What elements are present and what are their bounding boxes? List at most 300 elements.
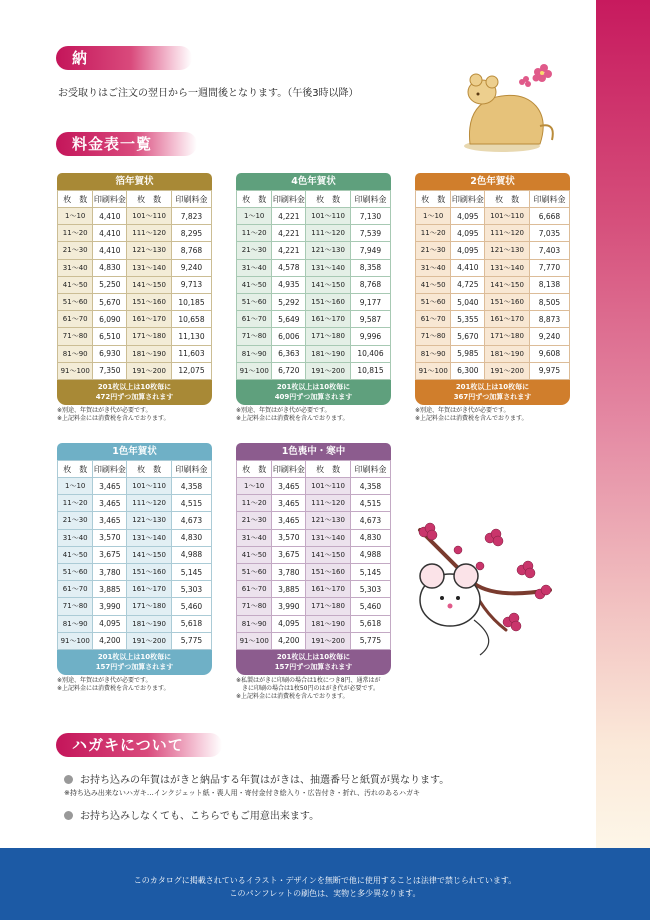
price-cell: 3,465 xyxy=(93,478,127,495)
price-cell: 7,403 xyxy=(529,242,569,259)
quantity-range-cell: 131〜140 xyxy=(485,259,530,276)
price-cell: 6,363 xyxy=(272,345,306,362)
surcharge-line1: 201枚以上は10枚毎に xyxy=(276,382,351,391)
price-cell: 9,996 xyxy=(350,328,390,345)
quantity-range-cell: 81〜90 xyxy=(58,615,93,632)
footnote-line: ※別途、年賀はがき代が必要です。 xyxy=(57,676,152,684)
mouse-figurine-illustration xyxy=(452,56,572,156)
quantity-range-cell: 111〜120 xyxy=(485,225,530,242)
col-header-price: 印刷料金 xyxy=(350,461,390,478)
price-cell: 4,358 xyxy=(171,478,211,495)
quantity-range-cell: 181〜190 xyxy=(485,345,530,362)
quantity-range-cell: 81〜90 xyxy=(237,345,272,362)
price-grid xyxy=(415,190,570,380)
price-cell: 5,775 xyxy=(171,632,211,649)
table-row xyxy=(58,362,212,379)
table-row xyxy=(416,362,570,379)
price-cell: 3,675 xyxy=(93,546,127,563)
quantity-range-cell: 181〜190 xyxy=(127,615,172,632)
price-cell: 10,815 xyxy=(350,362,390,379)
quantity-range-cell: 31〜40 xyxy=(237,529,272,546)
table-row xyxy=(237,615,391,632)
postcard-note-line2 xyxy=(64,807,319,822)
table-row xyxy=(237,328,391,345)
footnote-line: ※別途、年賀はがき代が必要です。 xyxy=(236,406,331,414)
col-header-quantity: 枚 数 xyxy=(306,461,351,478)
quantity-range-cell: 21〜30 xyxy=(237,242,272,259)
quantity-range-cell: 81〜90 xyxy=(237,615,272,632)
delivery-text: お受取りはご注文の翌日から一週間後となります。（午後3時以降） xyxy=(58,88,359,99)
col-header-price: 印刷料金 xyxy=(272,461,306,478)
price-cell: 5,985 xyxy=(451,345,485,362)
quantity-range-cell: 111〜120 xyxy=(306,495,351,512)
price-cell: 3,885 xyxy=(93,581,127,598)
table-row xyxy=(58,598,212,615)
quantity-range-cell: 171〜180 xyxy=(306,328,351,345)
decorative-gradient-band xyxy=(596,0,650,848)
price-cell: 3,990 xyxy=(93,598,127,615)
price-table-mourning xyxy=(236,443,391,701)
quantity-range-cell: 181〜190 xyxy=(306,345,351,362)
table-row xyxy=(416,311,570,328)
price-cell: 5,145 xyxy=(171,563,211,580)
quantity-range-cell: 151〜160 xyxy=(127,563,172,580)
price-cell: 4,673 xyxy=(350,512,390,529)
postcard-excluded-note: ※持ち込み出来ないハガキ…インクジェット紙・喪人用・寄付金付き絵入り・広告付き・折れ、汚れのあるハガキ xyxy=(64,789,421,797)
price-cell: 5,670 xyxy=(451,328,485,345)
price-cell: 6,510 xyxy=(93,328,127,345)
table-surcharge-note xyxy=(236,380,391,405)
price-cell: 5,460 xyxy=(350,598,390,615)
table-title: 4色年賀状 xyxy=(236,173,391,190)
price-cell: 4,095 xyxy=(451,208,485,225)
col-header-price: 印刷料金 xyxy=(350,191,390,208)
price-cell: 5,618 xyxy=(171,615,211,632)
quantity-range-cell: 191〜200 xyxy=(127,632,172,649)
quantity-range-cell: 1〜10 xyxy=(58,208,93,225)
quantity-range-cell: 151〜160 xyxy=(485,293,530,310)
surcharge-line2: 157円ずつ加算されます xyxy=(274,662,353,671)
table-row xyxy=(416,225,570,242)
quantity-range-cell: 101〜110 xyxy=(306,208,351,225)
price-cell: 8,505 xyxy=(529,293,569,310)
surcharge-line2: 409円ずつ加算されます xyxy=(274,392,353,401)
price-cell: 5,649 xyxy=(272,311,306,328)
col-header-price: 印刷料金 xyxy=(529,191,569,208)
footnote-line: ※別途、年賀はがき代が必要です。 xyxy=(415,406,510,414)
price-cell: 3,465 xyxy=(93,512,127,529)
price-cell: 4,988 xyxy=(171,546,211,563)
table-footnotes xyxy=(236,677,391,701)
table-row xyxy=(58,345,212,362)
table-title: 1色年賀状 xyxy=(57,443,212,460)
col-header-price: 印刷料金 xyxy=(171,461,211,478)
price-cell: 8,295 xyxy=(171,225,211,242)
quantity-range-cell: 41〜50 xyxy=(237,546,272,563)
footnote-line: きに印刷の場合は1枚50円のはがき代が必要です。 xyxy=(236,684,379,692)
footer-copyright-notice: このカタログに掲載されているイラスト・デザインを無断で他に使用することは法律で禁じられています。 xyxy=(133,876,517,885)
quantity-range-cell: 31〜40 xyxy=(58,529,93,546)
table-row xyxy=(237,598,391,615)
table-row xyxy=(237,345,391,362)
quantity-range-cell: 101〜110 xyxy=(485,208,530,225)
table-row xyxy=(416,276,570,293)
price-cell: 12,075 xyxy=(171,362,211,379)
heading-price-list: 料金表一覧 xyxy=(56,132,197,156)
quantity-range-cell: 131〜140 xyxy=(306,529,351,546)
price-cell: 7,035 xyxy=(529,225,569,242)
table-row xyxy=(58,208,212,225)
price-cell: 8,768 xyxy=(350,276,390,293)
price-grid xyxy=(57,190,212,380)
quantity-range-cell: 31〜40 xyxy=(416,259,451,276)
col-header-quantity: 枚 数 xyxy=(127,461,172,478)
table-row xyxy=(416,259,570,276)
quantity-range-cell: 21〜30 xyxy=(58,242,93,259)
footer-band xyxy=(0,848,650,920)
quantity-range-cell: 61〜70 xyxy=(416,311,451,328)
table-row xyxy=(237,242,391,259)
quantity-range-cell: 21〜30 xyxy=(237,512,272,529)
price-cell: 4,935 xyxy=(272,276,306,293)
footnote-line: ※別途、年賀はがき代が必要です。 xyxy=(57,406,152,414)
price-cell: 4,830 xyxy=(171,529,211,546)
price-cell: 3,465 xyxy=(272,512,306,529)
column-header-row xyxy=(237,191,391,208)
table-row xyxy=(237,311,391,328)
footnote-line: ※上記料金には消費税を含んでおります。 xyxy=(236,414,349,422)
table-row xyxy=(237,259,391,276)
surcharge-line1: 201枚以上は10枚毎に xyxy=(97,382,172,391)
price-cell: 4,200 xyxy=(272,632,306,649)
quantity-range-cell: 141〜150 xyxy=(306,546,351,563)
price-table-1color xyxy=(57,443,212,693)
quantity-range-cell: 171〜180 xyxy=(485,328,530,345)
table-row xyxy=(58,311,212,328)
table-row xyxy=(58,615,212,632)
quantity-range-cell: 131〜140 xyxy=(127,529,172,546)
price-cell: 7,130 xyxy=(350,208,390,225)
postcard-note-text2: お持ち込みしなくても、こちらでもご用意出来ます。 xyxy=(80,811,320,822)
quantity-range-cell: 21〜30 xyxy=(416,242,451,259)
bullet-dot-icon xyxy=(64,811,73,820)
price-cell: 3,570 xyxy=(93,529,127,546)
table-row xyxy=(237,276,391,293)
price-cell: 8,873 xyxy=(529,311,569,328)
table-row xyxy=(58,293,212,310)
quantity-range-cell: 151〜160 xyxy=(306,293,351,310)
quantity-range-cell: 161〜170 xyxy=(127,311,172,328)
quantity-range-cell: 131〜140 xyxy=(127,259,172,276)
quantity-range-cell: 61〜70 xyxy=(237,581,272,598)
table-row xyxy=(58,225,212,242)
col-header-price: 印刷料金 xyxy=(451,191,485,208)
quantity-range-cell: 131〜140 xyxy=(306,259,351,276)
quantity-range-cell: 141〜150 xyxy=(127,546,172,563)
col-header-quantity: 枚 数 xyxy=(58,461,93,478)
price-cell: 4,515 xyxy=(171,495,211,512)
price-cell: 6,006 xyxy=(272,328,306,345)
quantity-range-cell: 151〜160 xyxy=(127,293,172,310)
table-title: 箔年賀状 xyxy=(57,173,212,190)
quantity-range-cell: 41〜50 xyxy=(58,546,93,563)
table-row xyxy=(237,208,391,225)
quantity-range-cell: 121〜130 xyxy=(127,512,172,529)
price-table-4color xyxy=(236,173,391,423)
quantity-range-cell: 121〜130 xyxy=(306,512,351,529)
price-table-foil xyxy=(57,173,212,423)
table-row xyxy=(58,632,212,649)
table-footnotes xyxy=(415,407,570,423)
mouse-plum-blossom-illustration xyxy=(410,510,558,660)
table-title: 1色喪中・寒中 xyxy=(236,443,391,460)
price-cell: 9,713 xyxy=(171,276,211,293)
quantity-range-cell: 181〜190 xyxy=(306,615,351,632)
price-cell: 4,221 xyxy=(272,242,306,259)
col-header-quantity: 枚 数 xyxy=(237,191,272,208)
footnote-line: ※上記料金には消費税を含んでおります。 xyxy=(57,414,170,422)
surcharge-line2: 157円ずつ加算されます xyxy=(95,662,174,671)
table-surcharge-note xyxy=(415,380,570,405)
price-cell: 3,465 xyxy=(272,478,306,495)
quantity-range-cell: 111〜120 xyxy=(306,225,351,242)
table-row xyxy=(58,529,212,546)
price-cell: 4,358 xyxy=(350,478,390,495)
quantity-range-cell: 91〜100 xyxy=(237,362,272,379)
heading-delivery: 納期 xyxy=(56,46,192,70)
price-cell: 5,292 xyxy=(272,293,306,310)
quantity-range-cell: 51〜60 xyxy=(237,293,272,310)
price-cell: 7,350 xyxy=(93,362,127,379)
price-cell: 3,990 xyxy=(272,598,306,615)
quantity-range-cell: 141〜150 xyxy=(485,276,530,293)
price-cell: 6,668 xyxy=(529,208,569,225)
price-cell: 4,673 xyxy=(171,512,211,529)
price-cell: 5,303 xyxy=(350,581,390,598)
price-cell: 11,603 xyxy=(171,345,211,362)
surcharge-line2: 367円ずつ加算されます xyxy=(453,392,532,401)
table-row xyxy=(237,529,391,546)
price-cell: 7,539 xyxy=(350,225,390,242)
quantity-range-cell: 121〜130 xyxy=(127,242,172,259)
quantity-range-cell: 21〜30 xyxy=(58,512,93,529)
price-cell: 4,830 xyxy=(350,529,390,546)
price-cell: 5,250 xyxy=(93,276,127,293)
col-header-quantity: 枚 数 xyxy=(416,191,451,208)
table-row xyxy=(58,581,212,598)
price-cell: 10,406 xyxy=(350,345,390,362)
table-surcharge-note xyxy=(57,650,212,675)
price-grid xyxy=(57,460,212,650)
quantity-range-cell: 61〜70 xyxy=(237,311,272,328)
price-cell: 4,221 xyxy=(272,208,306,225)
price-cell: 9,240 xyxy=(171,259,211,276)
price-cell: 9,240 xyxy=(529,328,569,345)
quantity-range-cell: 1〜10 xyxy=(58,478,93,495)
column-header-row xyxy=(58,191,212,208)
quantity-range-cell: 121〜130 xyxy=(485,242,530,259)
table-row xyxy=(237,512,391,529)
price-cell: 3,570 xyxy=(272,529,306,546)
price-cell: 5,775 xyxy=(350,632,390,649)
quantity-range-cell: 11〜20 xyxy=(416,225,451,242)
quantity-range-cell: 91〜100 xyxy=(416,362,451,379)
price-cell: 5,303 xyxy=(171,581,211,598)
price-cell: 4,095 xyxy=(272,615,306,632)
price-grid xyxy=(236,190,391,380)
quantity-range-cell: 161〜170 xyxy=(485,311,530,328)
table-row xyxy=(237,632,391,649)
quantity-range-cell: 11〜20 xyxy=(237,225,272,242)
quantity-range-cell: 71〜80 xyxy=(58,598,93,615)
table-row xyxy=(58,495,212,512)
table-row xyxy=(416,328,570,345)
quantity-range-cell: 51〜60 xyxy=(58,563,93,580)
quantity-range-cell: 81〜90 xyxy=(58,345,93,362)
footnote-line: ※私製はがきに印刷の場合は1枚につき8円、通常はが xyxy=(236,676,381,684)
price-cell: 5,670 xyxy=(93,293,127,310)
surcharge-line1: 201枚以上は10枚毎に xyxy=(455,382,530,391)
quantity-range-cell: 101〜110 xyxy=(306,478,351,495)
table-footnotes xyxy=(236,407,391,423)
price-cell: 4,095 xyxy=(451,242,485,259)
table-row xyxy=(237,362,391,379)
quantity-range-cell: 11〜20 xyxy=(58,225,93,242)
quantity-range-cell: 191〜200 xyxy=(127,362,172,379)
col-header-quantity: 枚 数 xyxy=(485,191,530,208)
price-cell: 8,358 xyxy=(350,259,390,276)
price-cell: 4,200 xyxy=(93,632,127,649)
quantity-range-cell: 71〜80 xyxy=(237,328,272,345)
price-cell: 5,355 xyxy=(451,311,485,328)
quantity-range-cell: 71〜80 xyxy=(237,598,272,615)
quantity-range-cell: 171〜180 xyxy=(127,328,172,345)
quantity-range-cell: 81〜90 xyxy=(416,345,451,362)
price-cell: 8,138 xyxy=(529,276,569,293)
price-cell: 5,145 xyxy=(350,563,390,580)
table-row xyxy=(237,563,391,580)
quantity-range-cell: 151〜160 xyxy=(306,563,351,580)
price-cell: 4,410 xyxy=(93,225,127,242)
table-row xyxy=(237,293,391,310)
price-cell: 10,658 xyxy=(171,311,211,328)
price-cell: 3,780 xyxy=(272,563,306,580)
quantity-range-cell: 161〜170 xyxy=(306,581,351,598)
col-header-price: 印刷料金 xyxy=(93,461,127,478)
quantity-range-cell: 51〜60 xyxy=(237,563,272,580)
quantity-range-cell: 1〜10 xyxy=(416,208,451,225)
table-row xyxy=(237,495,391,512)
price-cell: 4,578 xyxy=(272,259,306,276)
quantity-range-cell: 71〜80 xyxy=(58,328,93,345)
price-cell: 9,587 xyxy=(350,311,390,328)
col-header-quantity: 枚 数 xyxy=(127,191,172,208)
col-header-quantity: 枚 数 xyxy=(237,461,272,478)
table-row xyxy=(237,225,391,242)
table-surcharge-note xyxy=(57,380,212,405)
price-cell: 7,949 xyxy=(350,242,390,259)
quantity-range-cell: 41〜50 xyxy=(237,276,272,293)
quantity-range-cell: 171〜180 xyxy=(127,598,172,615)
table-row xyxy=(416,345,570,362)
surcharge-line1: 201枚以上は10枚毎に xyxy=(276,652,351,661)
table-row xyxy=(237,478,391,495)
quantity-range-cell: 111〜120 xyxy=(127,495,172,512)
table-row xyxy=(58,276,212,293)
table-row xyxy=(237,581,391,598)
quantity-range-cell: 71〜80 xyxy=(416,328,451,345)
column-header-row xyxy=(58,461,212,478)
quantity-range-cell: 91〜100 xyxy=(58,362,93,379)
price-cell: 11,130 xyxy=(171,328,211,345)
heading-about-postcards: ハガキについて xyxy=(56,733,222,757)
price-cell: 6,090 xyxy=(93,311,127,328)
quantity-range-cell: 121〜130 xyxy=(306,242,351,259)
table-row xyxy=(58,563,212,580)
table-footnotes xyxy=(57,407,212,423)
quantity-range-cell: 161〜170 xyxy=(306,311,351,328)
price-cell: 4,095 xyxy=(451,225,485,242)
table-row xyxy=(237,546,391,563)
table-row xyxy=(416,208,570,225)
price-cell: 5,040 xyxy=(451,293,485,310)
quantity-range-cell: 61〜70 xyxy=(58,581,93,598)
table-row xyxy=(58,328,212,345)
price-cell: 4,410 xyxy=(93,242,127,259)
table-row xyxy=(58,242,212,259)
table-row xyxy=(58,259,212,276)
col-header-quantity: 枚 数 xyxy=(306,191,351,208)
quantity-range-cell: 171〜180 xyxy=(306,598,351,615)
price-cell: 5,460 xyxy=(171,598,211,615)
quantity-range-cell: 101〜110 xyxy=(127,208,172,225)
quantity-range-cell: 191〜200 xyxy=(485,362,530,379)
quantity-range-cell: 11〜20 xyxy=(58,495,93,512)
col-header-quantity: 枚 数 xyxy=(58,191,93,208)
price-cell: 6,930 xyxy=(93,345,127,362)
col-header-price: 印刷料金 xyxy=(93,191,127,208)
price-cell: 4,410 xyxy=(93,208,127,225)
quantity-range-cell: 51〜60 xyxy=(58,293,93,310)
postcard-note-text1: お持ち込みの年賀はがきと納品する年賀はがきは、抽選番号と紙質が異なります。 xyxy=(80,775,450,786)
footnote-line: ※上記料金には消費税を含んでおります。 xyxy=(57,684,170,692)
surcharge-line1: 201枚以上は10枚毎に xyxy=(97,652,172,661)
price-cell: 4,515 xyxy=(350,495,390,512)
price-cell: 9,975 xyxy=(529,362,569,379)
price-cell: 4,725 xyxy=(451,276,485,293)
quantity-range-cell: 41〜50 xyxy=(58,276,93,293)
quantity-range-cell: 41〜50 xyxy=(416,276,451,293)
price-cell: 8,768 xyxy=(171,242,211,259)
col-header-price: 印刷料金 xyxy=(171,191,211,208)
price-cell: 3,675 xyxy=(272,546,306,563)
price-cell: 4,095 xyxy=(93,615,127,632)
quantity-range-cell: 191〜200 xyxy=(306,632,351,649)
price-cell: 3,465 xyxy=(93,495,127,512)
price-cell: 3,885 xyxy=(272,581,306,598)
quantity-range-cell: 141〜150 xyxy=(306,276,351,293)
footnote-line: ※上記料金には消費税を含んでおります。 xyxy=(236,692,349,700)
price-grid xyxy=(236,460,391,650)
quantity-range-cell: 1〜10 xyxy=(237,478,272,495)
price-cell: 3,465 xyxy=(272,495,306,512)
price-cell: 4,410 xyxy=(451,259,485,276)
price-cell: 7,823 xyxy=(171,208,211,225)
bullet-dot-icon xyxy=(64,775,73,784)
footnote-line: ※上記料金には消費税を含んでおります。 xyxy=(415,414,528,422)
price-cell: 10,185 xyxy=(171,293,211,310)
quantity-range-cell: 101〜110 xyxy=(127,478,172,495)
